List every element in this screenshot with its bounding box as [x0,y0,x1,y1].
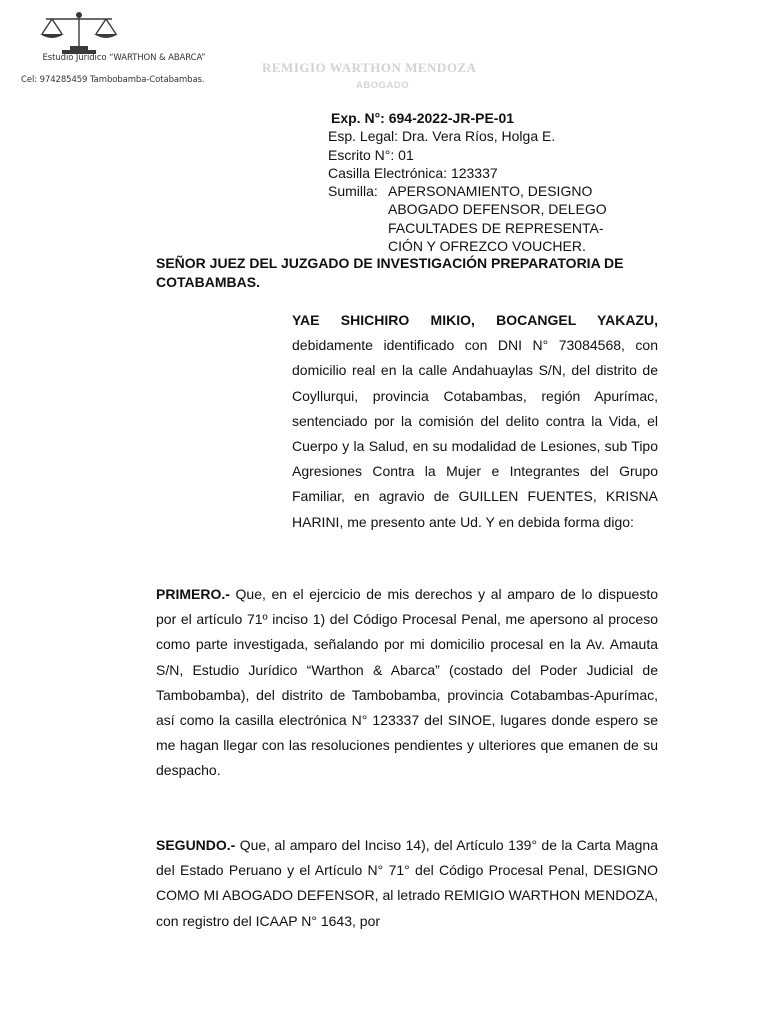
case-header [328,109,607,255]
sumilla [328,182,607,255]
lawyer-name-watermark: REMIGIO WARTHON MENDOZA [262,60,477,75]
letterhead-logo [21,10,214,90]
studio-name: Estudio Jurídico “WARTHON & ABARCA” [42,53,206,63]
intro-paragraph [292,308,658,535]
sumilla-line: ABOGADO DEFENSOR, DELEGO [388,201,607,218]
paragraph-text: Que, en el ejercicio de mis derechos y al amparo de lo dispuesto por el artículo 71º inciso 1) del Código Procesal Penal, me apersono al proceso como parte investigada, señalando por mi domicilio procesal en la Av. Amauta S/N, Estudio Jurídico “Warthon & Abarca” (costado del Poder Judicial de Tambobamba), del distrito de Tambobamba, provincia Cotabambas-Apurímac, así como la casilla electrónica N° 123337 del SINOE, lugares donde espero se me hagan llegar con las resoluciones pendientes y ulteriores que emanen de su despacho. [156,586,658,779]
sumilla-line: CIÓN Y OFREZCO VOUCHER. [388,238,586,255]
lawyer-title-watermark: ABOGADO [356,80,410,91]
paragraph-primero [156,582,658,784]
intro-text: debidamente identificado con DNI N° 73084568, con domicilio real en la calle Andahuaylas S/N, del distrito de Coyllurqui, provincia Cotabambas, región Apurímac, sentenciado por la comisión del delito contra la Vida, el Cuerpo y la Salud, en su modalidad de Lesiones, sub Tipo Agresiones Contra la Mujer e Integrantes del Grupo Familiar, en agravio de GUILLEN FUENTES, KRISNA HARINI, me presento ante Ud. Y en debida forma digo: [292,337,658,530]
addressee: SEÑOR JUEZ DEL JUZGADO DE INVESTIGACIÓN PREPARATORIA DE COTABAMBAS. [156,255,624,290]
scales-of-justice-icon [32,10,126,58]
brief-number: Escrito N°: 01 [328,146,414,163]
paragraph-heading: SEGUNDO.- [156,837,236,853]
paragraph-segundo [156,833,658,934]
case-number: Exp. N°: 694-2022-JR-PE-01 [331,110,515,126]
paragraph-text: Que, al amparo del Inciso 14), del Artículo 139° de la Carta Magna del Estado Peruano y el Artículo N° 71° del Código Procesal Penal, DESIGNO COMO MI ABOGADO DEFENSOR, al letrado REMIGIO WARTHON MENDOZA, con registro del ICAAP N° 1643, por [156,837,658,929]
legal-specialist: Esp. Legal: Dra. Vera Ríos, Holga E. [328,128,556,145]
paragraph-heading: PRIMERO.- [156,586,230,602]
sumilla-line: APERSONAMIENTO, DESIGNO [388,183,593,200]
electronic-mailbox: Casilla Electrónica: 123337 [328,164,498,181]
sumilla-label: Sumilla: [328,183,378,200]
sumilla-text [388,182,607,255]
petitioner-name: YAE SHICHIRO MIKIO, BOCANGEL YAKAZU, [292,312,658,328]
sumilla-line: FACULTADES DE REPRESENTA- [388,219,604,236]
studio-phone: Cel: 974285459 Tambobamba-Cotabambas. [21,75,205,85]
